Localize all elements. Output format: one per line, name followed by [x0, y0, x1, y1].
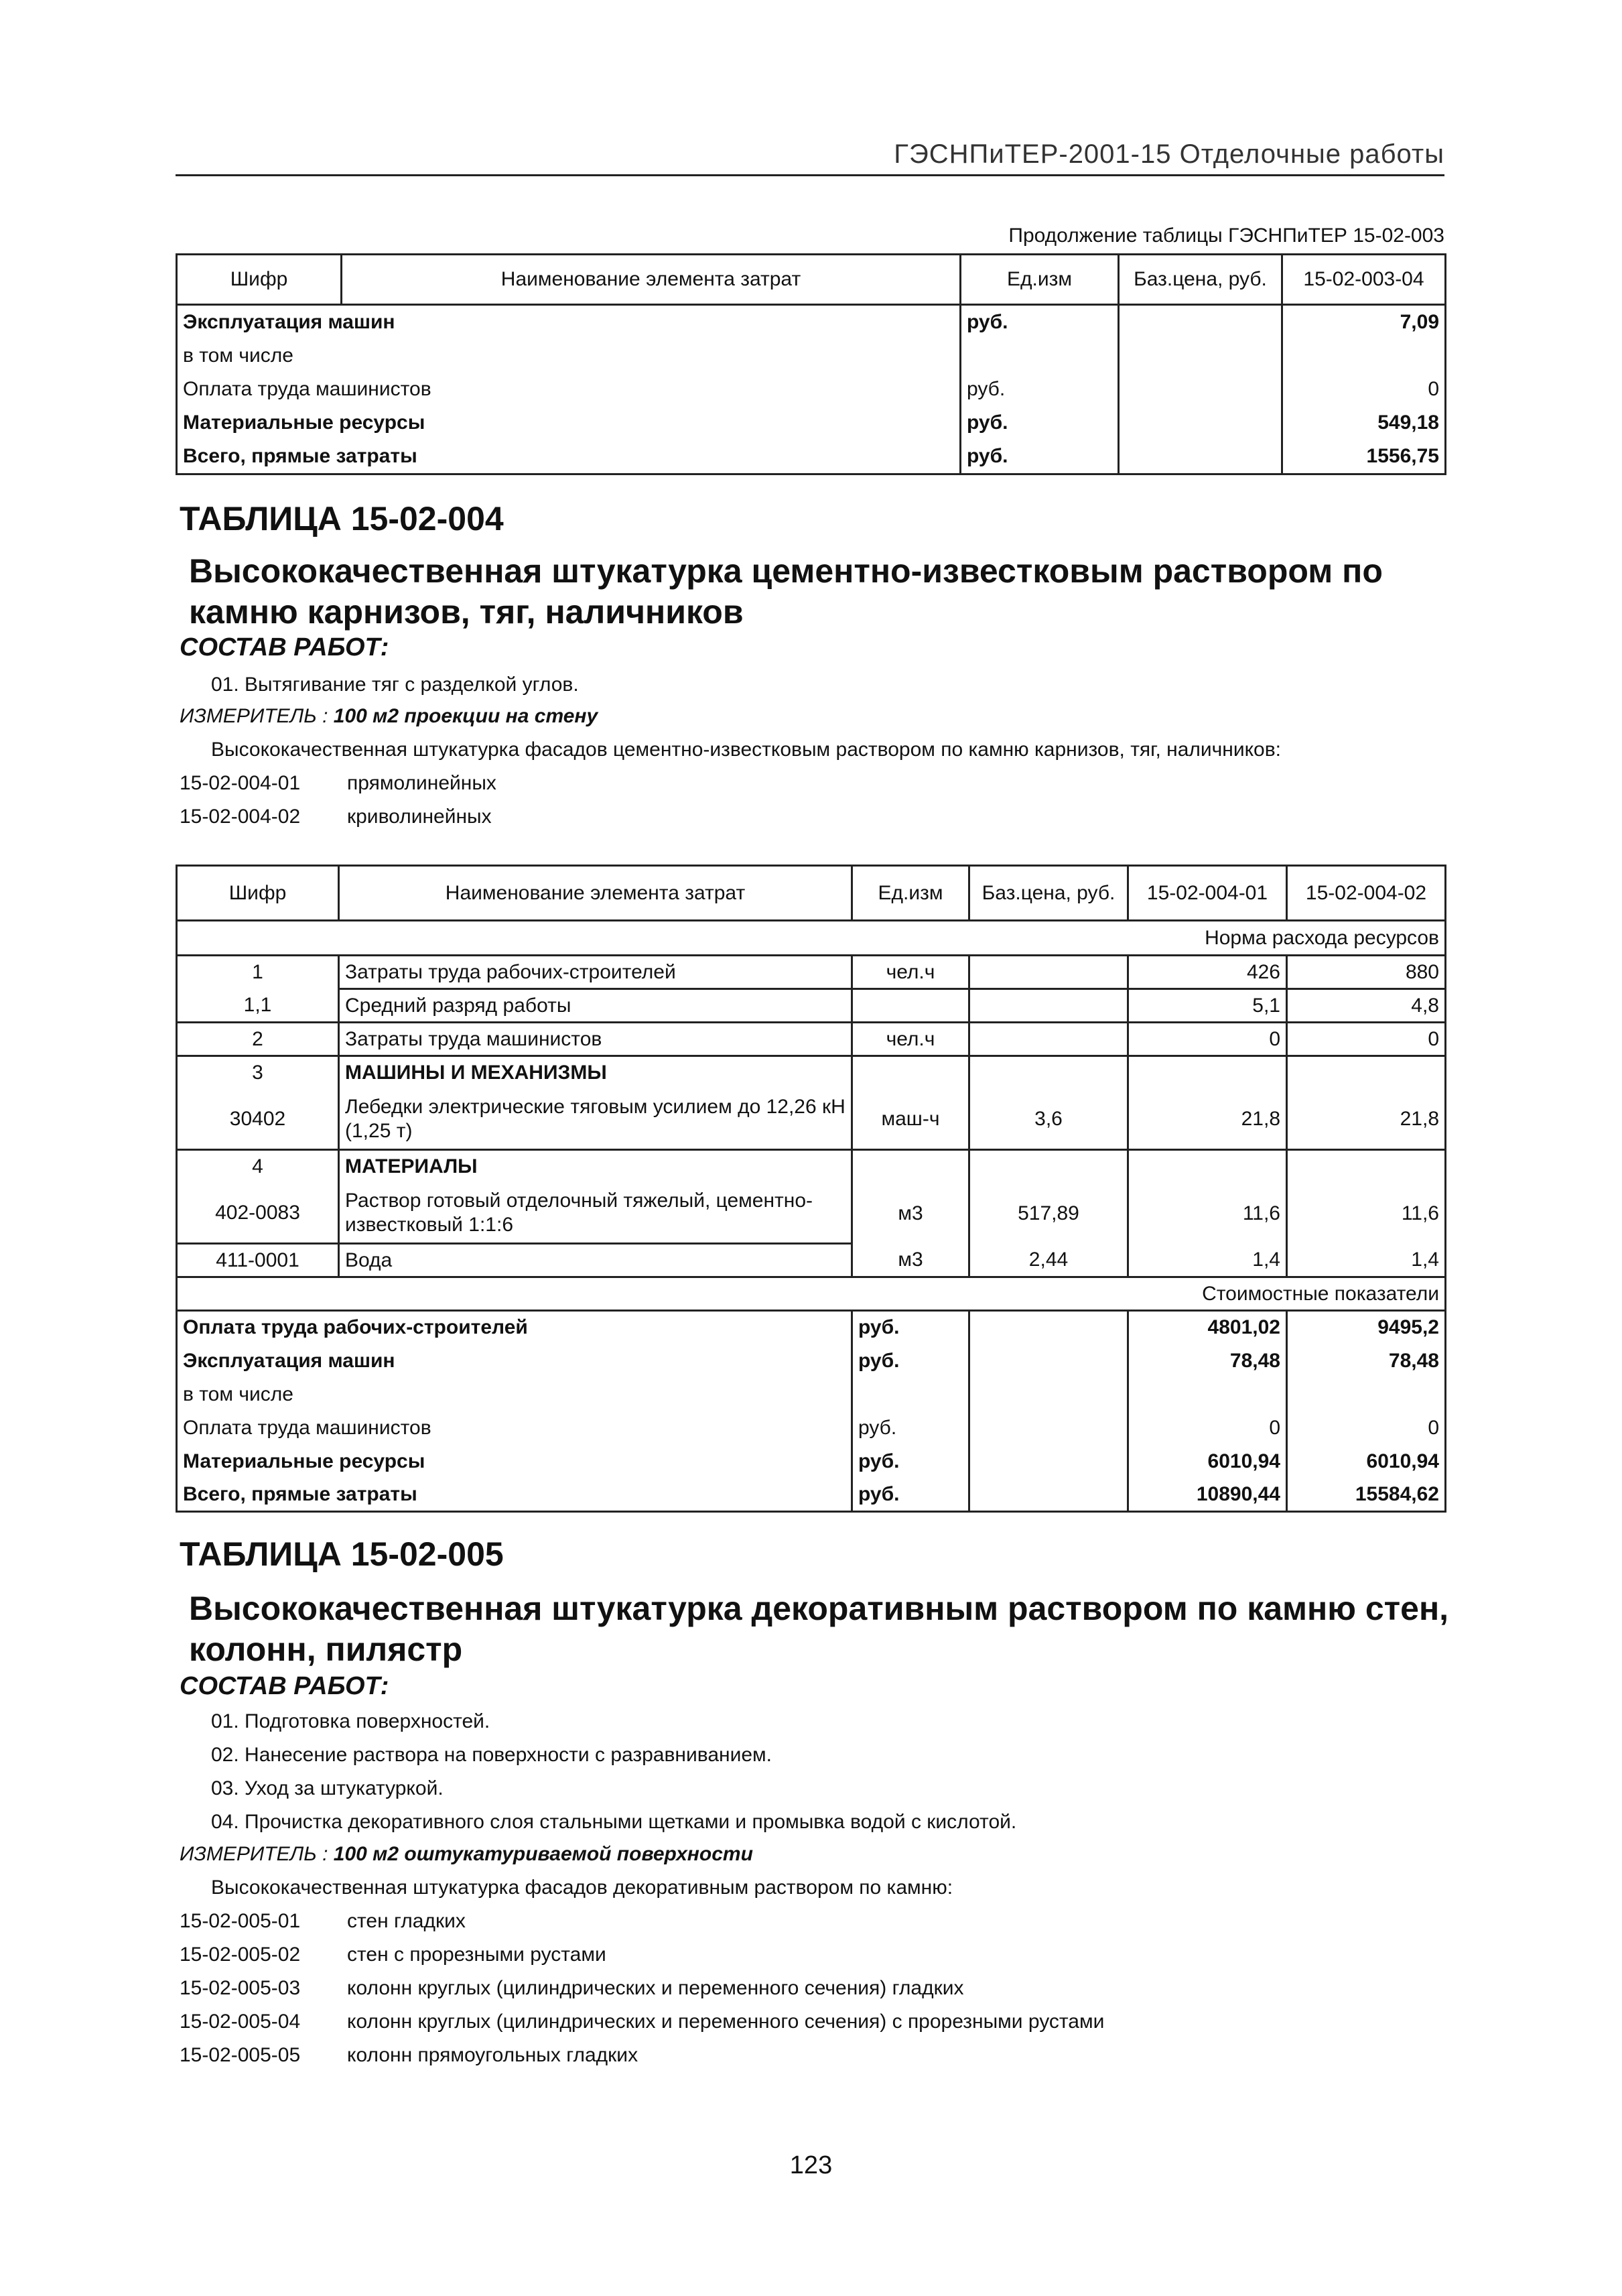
code-text: колонн прямоугольных гладких: [347, 2044, 638, 2066]
row-name: Материальные ресурсы: [177, 406, 961, 440]
description: Высококачественная штукатурка фасадов цементно-известковым раствором по камню карнизов, тяг, наличников:: [211, 739, 1282, 761]
cost-label-row: [177, 1277, 1446, 1311]
header-cell: Баз.цена, руб.: [969, 866, 1128, 921]
cell-unit: чел.ч: [852, 1023, 969, 1056]
cell-v2: 11,6: [1287, 1184, 1446, 1244]
cell-code: 1: [177, 956, 339, 989]
cell-name: Затраты труда рабочих-строителей: [339, 956, 852, 989]
code: 15-02-004-02: [180, 806, 301, 828]
table-header-row: [177, 866, 1446, 921]
cell-unit: [852, 989, 969, 1023]
cost-v2: 78,48: [1287, 1344, 1446, 1378]
cell-price: [969, 956, 1128, 989]
cost-unit: руб.: [852, 1344, 969, 1378]
row-value: [1282, 339, 1446, 373]
cell-unit: м3: [852, 1244, 969, 1277]
cost-unit: руб.: [852, 1411, 969, 1445]
cell-v2: 1,4: [1287, 1244, 1446, 1277]
cost-v2: 0: [1287, 1411, 1446, 1445]
header-cell: Наименование элемента затрат: [339, 866, 852, 921]
cell-code: 2: [177, 1023, 339, 1056]
cell-name: Раствор готовый отделочный тяжелый, цементно-известковый 1:1:6: [339, 1184, 852, 1244]
code-text: криволинейных: [347, 806, 492, 828]
cost-name: Эксплуатация машин: [177, 1344, 852, 1378]
cell-v2: 4,8: [1287, 989, 1446, 1023]
header-cell: Ед.изм: [961, 255, 1119, 305]
table-title: ТАБЛИЦА 15-02-005: [180, 1535, 504, 1573]
cost-v2: 15584,62: [1287, 1478, 1446, 1512]
code-line: [180, 2011, 1105, 2033]
header-cell: Шифр: [177, 866, 339, 921]
header-cell: Ед.изм: [852, 866, 969, 921]
table-row: [177, 373, 1446, 406]
table-caption: Продолжение таблицы ГЭСНПиТЕР 15-02-003: [1008, 225, 1444, 247]
cell-name: Затраты труда машинистов: [339, 1023, 852, 1056]
header-cell: Наименование элемента затрат: [342, 255, 961, 305]
code-text: колонн круглых (цилиндрических и переменного сечения) гладких: [347, 1977, 964, 1999]
cell-price: [969, 989, 1128, 1023]
cost-unit: руб.: [852, 1311, 969, 1344]
cost-unit: руб.: [852, 1445, 969, 1478]
cell-v2: 0: [1287, 1023, 1446, 1056]
table-row: [177, 1244, 1446, 1277]
row-name: Оплата труда машинистов: [177, 373, 961, 406]
header-cell: Шифр: [177, 255, 342, 305]
cell-code: 1,1: [177, 989, 339, 1023]
cost-price: [969, 1311, 1128, 1344]
cost-price: [969, 1344, 1128, 1378]
running-head: ГЭСНПиТЕР-2001-15 Отделочные работы: [176, 134, 1444, 176]
cost-price: [969, 1445, 1128, 1478]
cell-price: [969, 1150, 1128, 1184]
row-unit: руб.: [961, 305, 1119, 340]
cell-v1: [1128, 1150, 1287, 1184]
cell-v2: 21,8: [1287, 1090, 1446, 1150]
row-name: Эксплуатация машин: [177, 305, 961, 340]
measure-label: ИЗМЕРИТЕЛЬ :: [180, 1843, 328, 1865]
row-value: 1556,75: [1282, 440, 1446, 474]
cost-row: [177, 1445, 1446, 1478]
row-unit: руб.: [961, 440, 1119, 474]
sostav-label: СОСТАВ РАБОТ:: [180, 633, 389, 661]
cell-code: 3: [177, 1056, 339, 1090]
measure-value: 100 м2 оштукатуриваемой поверхности: [333, 1843, 753, 1865]
sostav-label: СОСТАВ РАБОТ:: [180, 1672, 389, 1700]
code: 15-02-004-01: [180, 772, 301, 794]
page-number: 123: [789, 2151, 833, 2179]
work-item: 04. Прочистка декоративного слоя стальными щетками и промывка водой с кислотой.: [211, 1811, 1017, 1833]
cost-v1: 0: [1128, 1411, 1287, 1445]
table-row: [177, 989, 1446, 1023]
measure-value: 100 м2 проекции на стену: [333, 705, 598, 727]
cell-unit: маш-ч: [852, 1090, 969, 1150]
header-cell: 15-02-003-04: [1282, 255, 1446, 305]
cost-v2: [1287, 1378, 1446, 1411]
code-text: колонн круглых (цилиндрических и переменного сечения) с прорезными рустами: [347, 2011, 1105, 2033]
code-line: [180, 2044, 638, 2067]
resource-table: [176, 865, 1446, 1513]
cost-v2: 6010,94: [1287, 1445, 1446, 1478]
cost-price: [969, 1411, 1128, 1445]
cost-name: в том числе: [177, 1378, 852, 1411]
table-row: [177, 440, 1446, 474]
cost-row: [177, 1311, 1446, 1344]
cost-v1: 78,48: [1128, 1344, 1287, 1378]
code: 15-02-005-05: [180, 2044, 301, 2066]
code-line: [180, 772, 496, 795]
work-item: 01. Подготовка поверхностей.: [211, 1710, 490, 1732]
row-unit: руб.: [961, 406, 1119, 440]
table-row: [177, 1184, 1446, 1244]
code-text: прямолинейных: [347, 772, 496, 794]
work-item: 02. Нанесение раствора на поверхности с разравниванием.: [211, 1744, 772, 1766]
cost-name: Всего, прямые затраты: [177, 1478, 852, 1512]
cost-unit: руб.: [852, 1478, 969, 1512]
norm-label-row: [177, 921, 1446, 956]
code: 15-02-005-01: [180, 1910, 301, 1932]
measure: [180, 1843, 753, 1866]
cell-v1: 0: [1128, 1023, 1287, 1056]
table-title: ТАБЛИЦА 15-02-004: [180, 500, 504, 537]
cell-code: 4: [177, 1150, 339, 1184]
row-price: [1119, 305, 1282, 340]
measure: [180, 705, 598, 728]
header-cell: Баз.цена, руб.: [1119, 255, 1282, 305]
table-row: [177, 956, 1446, 989]
table-row: [177, 1023, 1446, 1056]
norm-label: Норма расхода ресурсов: [177, 921, 1446, 956]
row-price: [1119, 440, 1282, 474]
cost-row: [177, 1344, 1446, 1378]
table-row: [177, 1090, 1446, 1150]
cell-price: 2,44: [969, 1244, 1128, 1277]
cost-row: [177, 1378, 1446, 1411]
description: Высококачественная штукатурка фасадов декоративным раствором по камню:: [211, 1876, 953, 1899]
cell-unit: м3: [852, 1184, 969, 1244]
cell-name: МАТЕРИАЛЫ: [339, 1150, 852, 1184]
row-price: [1119, 406, 1282, 440]
code-line: [180, 1943, 606, 1966]
cost-v1: 10890,44: [1128, 1478, 1287, 1512]
code: 15-02-005-03: [180, 1977, 301, 1999]
table-row: [177, 339, 1446, 373]
cost-name: Материальные ресурсы: [177, 1445, 852, 1478]
code-line: [180, 1977, 964, 2000]
row-name: Всего, прямые затраты: [177, 440, 961, 474]
cost-v1: [1128, 1378, 1287, 1411]
cell-price: 517,89: [969, 1184, 1128, 1244]
cell-v1: [1128, 1056, 1287, 1090]
work-item: 03. Уход за штукатуркой.: [211, 1777, 444, 1799]
cell-name: Средний разряд работы: [339, 989, 852, 1023]
cost-row: [177, 1478, 1446, 1512]
table-subtitle: Высококачественная штукатурка декоративным раствором по камню стен, колонн, пилястр: [189, 1590, 1449, 1668]
cost-price: [969, 1378, 1128, 1411]
code-line: [180, 1910, 466, 1933]
table-header-row: [177, 255, 1446, 305]
row-price: [1119, 339, 1282, 373]
cost-v1: 4801,02: [1128, 1311, 1287, 1344]
cell-unit: [852, 1150, 969, 1184]
cell-v1: 426: [1128, 956, 1287, 989]
cost-unit: [852, 1378, 969, 1411]
header-cell: 15-02-004-01: [1128, 866, 1287, 921]
cell-price: [969, 1023, 1128, 1056]
table-row: [177, 1056, 1446, 1090]
code: 15-02-005-04: [180, 2011, 301, 2033]
cell-code: 411-0001: [177, 1244, 339, 1277]
cost-v1: 6010,94: [1128, 1445, 1287, 1478]
row-unit: [961, 339, 1119, 373]
work-item: 01. Вытягивание тяг с разделкой углов.: [211, 674, 579, 696]
cost-v2: 9495,2: [1287, 1311, 1446, 1344]
row-unit: руб.: [961, 373, 1119, 406]
cell-price: [969, 1056, 1128, 1090]
row-name: в том числе: [177, 339, 961, 373]
cell-unit: [852, 1056, 969, 1090]
cost-name: Оплата труда рабочих-строителей: [177, 1311, 852, 1344]
cell-v1: 1,4: [1128, 1244, 1287, 1277]
row-value: 7,09: [1282, 305, 1446, 340]
code: 15-02-005-02: [180, 1943, 301, 1966]
cell-v2: [1287, 1150, 1446, 1184]
cost-label: Стоимостные показатели: [177, 1277, 1446, 1311]
cell-v2: [1287, 1056, 1446, 1090]
code-text: стен с прорезными рустами: [347, 1943, 606, 1966]
cell-v1: 11,6: [1128, 1184, 1287, 1244]
cell-code: 402-0083: [177, 1184, 339, 1244]
cell-unit: чел.ч: [852, 956, 969, 989]
row-value: 549,18: [1282, 406, 1446, 440]
code-line: [180, 806, 492, 828]
cell-name: МАШИНЫ И МЕХАНИЗМЫ: [339, 1056, 852, 1090]
cost-price: [969, 1478, 1128, 1512]
cell-v2: 880: [1287, 956, 1446, 989]
top-table: [176, 253, 1446, 475]
table-row: [177, 1150, 1446, 1184]
cell-name: Вода: [339, 1244, 852, 1277]
row-price: [1119, 373, 1282, 406]
code-text: стен гладких: [347, 1910, 466, 1932]
table-row: [177, 406, 1446, 440]
header-cell: 15-02-004-02: [1287, 866, 1446, 921]
cell-v1: 21,8: [1128, 1090, 1287, 1150]
table-row: [177, 305, 1446, 340]
cell-name: Лебедки электрические тяговым усилием до 12,26 кН (1,25 т): [339, 1090, 852, 1150]
cost-name: Оплата труда машинистов: [177, 1411, 852, 1445]
table-subtitle: Высококачественная штукатурка цементно-известковым раствором по камню карнизов, тяг, наличников: [189, 552, 1383, 631]
cost-row: [177, 1411, 1446, 1445]
cell-code: 30402: [177, 1090, 339, 1150]
row-value: 0: [1282, 373, 1446, 406]
cell-v1: 5,1: [1128, 989, 1287, 1023]
cell-price: 3,6: [969, 1090, 1128, 1150]
measure-label: ИЗМЕРИТЕЛЬ :: [180, 705, 328, 727]
